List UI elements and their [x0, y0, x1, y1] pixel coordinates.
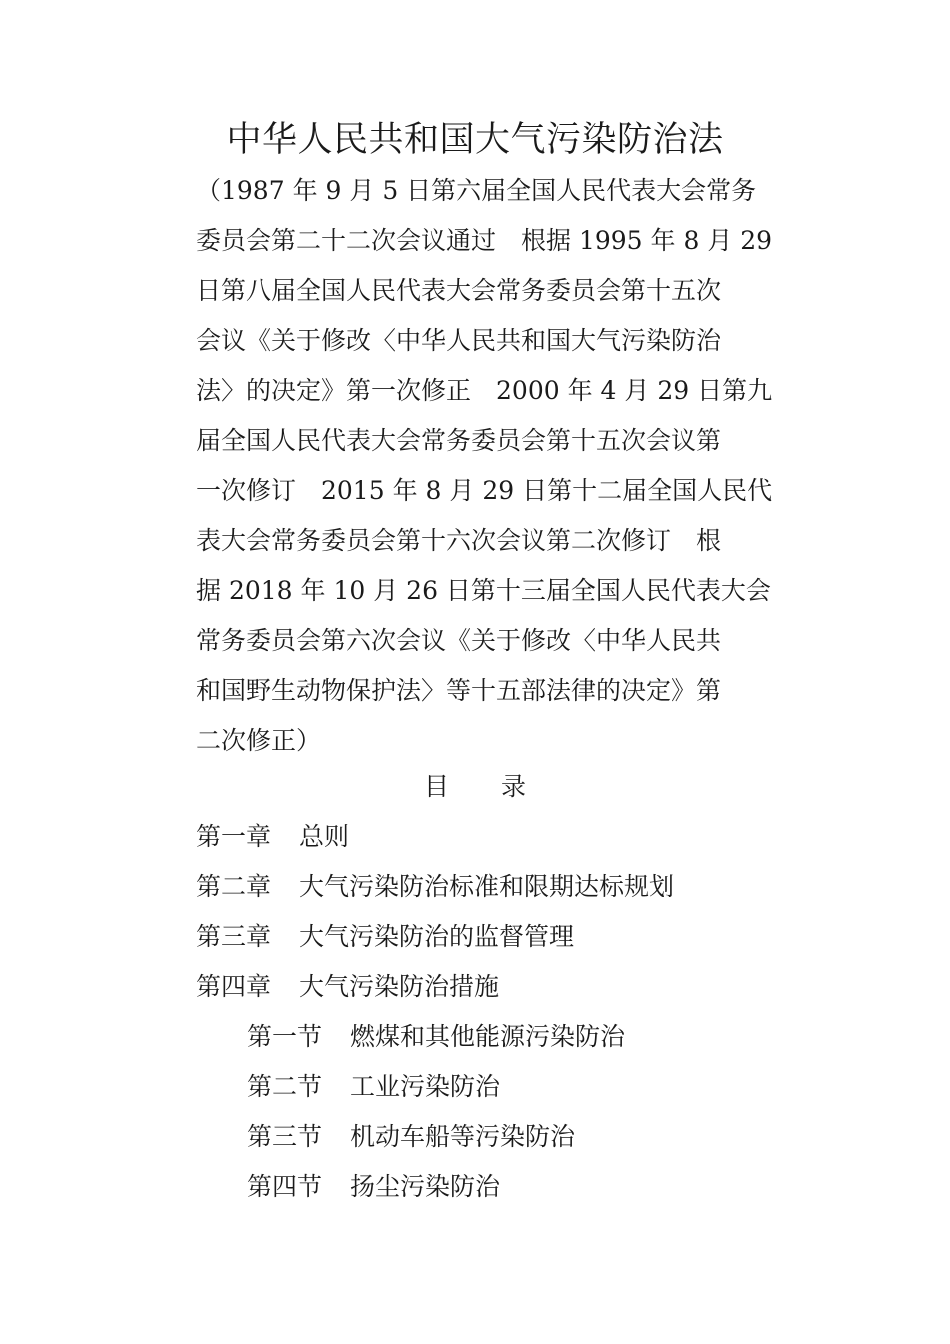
toc-entry-title: 大气污染防治的监督管理 [299, 922, 575, 951]
history-line: 委员会第二十二次会议通过 根据 1995 年 8 月 29 [196, 226, 773, 255]
toc-entry-title: 燃煤和其他能源污染防治 [350, 1022, 626, 1051]
toc-entry-title: 大气污染防治措施 [299, 972, 500, 1001]
toc-entry-number: 第四章 [196, 972, 272, 1001]
history-line: 表大会常务委员会第十六次会议第二次修订 根 [196, 526, 722, 555]
history-line: 日第八届全国人民代表大会常务委员会第十五次 [196, 276, 722, 305]
toc-entry-section-4[interactable] [196, 1162, 816, 1212]
toc-heading-left: 目 [423, 772, 449, 801]
toc-entry-number: 第四节 [247, 1172, 323, 1201]
history-line: 一次修订 2015 年 8 月 29 日第十二届全国人民代 [196, 476, 773, 505]
toc-entry-number: 第三章 [196, 922, 272, 951]
amendment-history [196, 166, 773, 766]
toc-entry-title: 扬尘污染防治 [350, 1172, 501, 1201]
toc-heading [0, 762, 950, 812]
toc-entry-chapter-4[interactable] [196, 962, 816, 1012]
toc-entry-number: 第三节 [247, 1122, 323, 1151]
history-line: 会议《关于修改〈中华人民共和国大气污染防治 [196, 326, 722, 355]
toc-entry-number: 第二节 [247, 1072, 323, 1101]
history-line: （1987 年 9 月 5 日第六届全国人民代表大会常务 [196, 176, 757, 205]
toc-entry-section-1[interactable] [196, 1012, 816, 1062]
document-title: 中华人民共和国大气污染防治法 [226, 120, 724, 160]
toc-heading-right: 录 [501, 772, 527, 801]
toc-entry-number: 第一章 [196, 822, 272, 851]
table-of-contents [196, 812, 816, 1212]
toc-entry-chapter-2[interactable] [196, 862, 816, 912]
history-line: 届全国人民代表大会常务委员会第十五次会议第 [196, 426, 722, 455]
toc-entry-chapter-1[interactable] [196, 812, 816, 862]
history-line: 和国野生动物保护法〉等十五部法律的决定》第 [196, 676, 722, 705]
history-line: 二次修正） [196, 726, 322, 755]
history-line: 据 2018 年 10 月 26 日第十三届全国人民代表大会 [196, 576, 771, 605]
toc-entry-number: 第二章 [196, 872, 272, 901]
toc-entry-number: 第一节 [247, 1022, 323, 1051]
toc-entry-chapter-3[interactable] [196, 912, 816, 962]
history-line: 法〉的决定》第一次修正 2000 年 4 月 29 日第九 [196, 376, 773, 405]
toc-entry-title: 工业污染防治 [350, 1072, 501, 1101]
toc-entry-title: 大气污染防治标准和限期达标规划 [299, 872, 675, 901]
toc-entry-section-2[interactable] [196, 1062, 816, 1112]
history-line: 常务委员会第六次会议《关于修改〈中华人民共 [196, 626, 722, 655]
toc-entry-section-3[interactable] [196, 1112, 816, 1162]
toc-entry-title: 机动车船等污染防治 [350, 1122, 576, 1151]
toc-entry-title: 总则 [299, 822, 350, 851]
